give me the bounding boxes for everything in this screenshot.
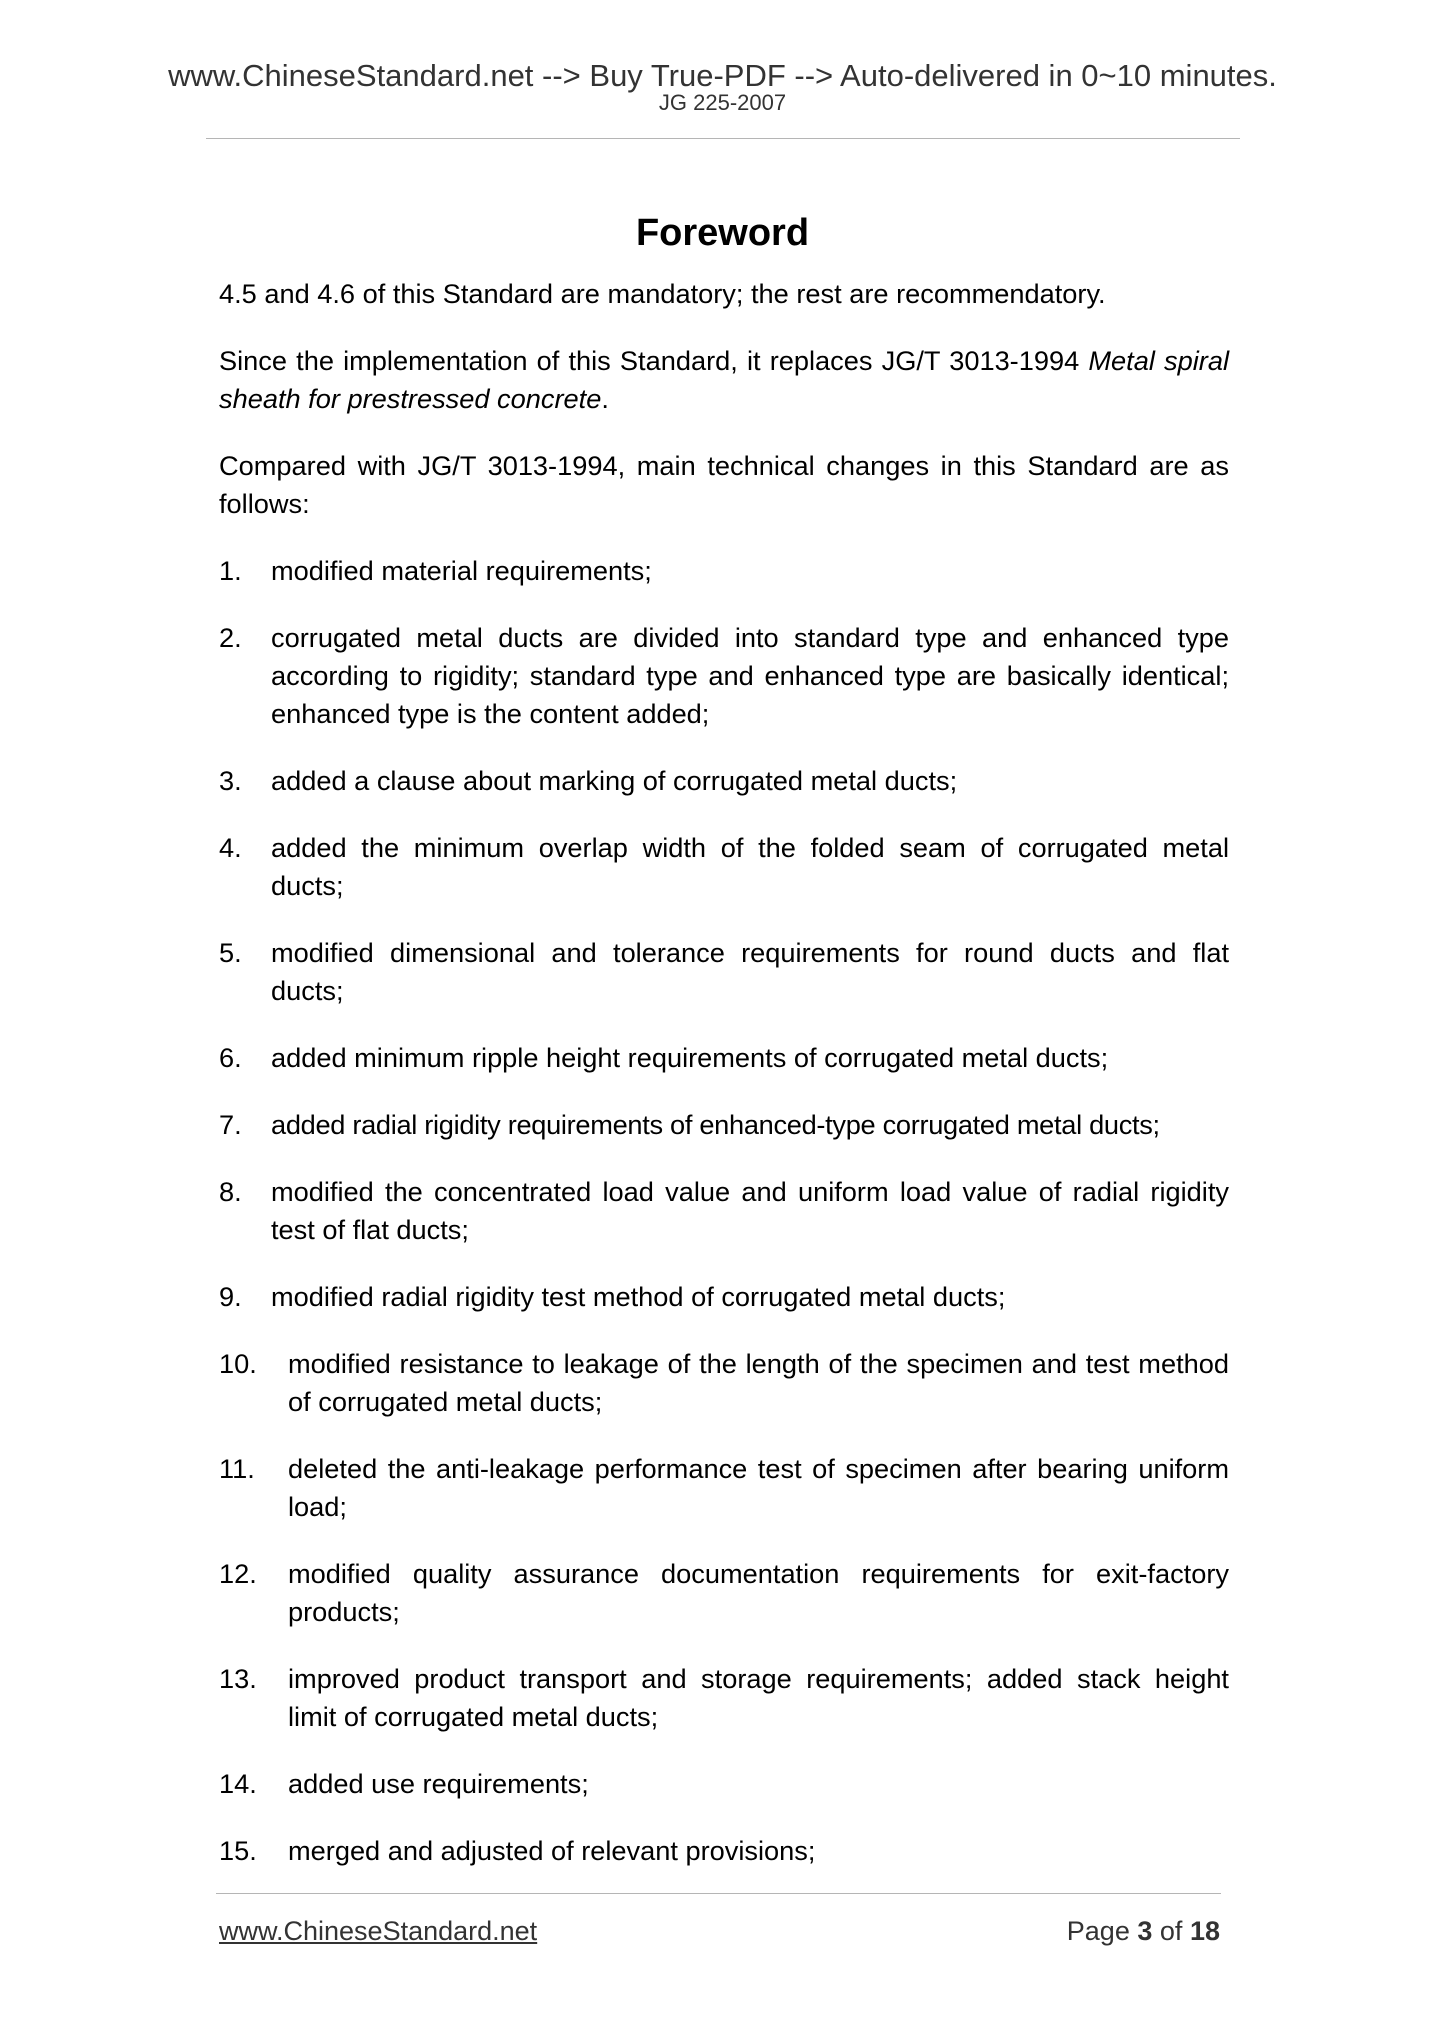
current-page-number: 3 (1137, 1916, 1153, 1946)
list-item (219, 1173, 1229, 1249)
list-item-text: modified material requirements; (271, 555, 652, 586)
list-item-number: 11. (219, 1453, 255, 1484)
changes-intro-paragraph: Compared with JG/T 3013-1994, main technical changes in this Standard are as follows: (219, 450, 1229, 519)
list-item-text: improved product transport and storage requirements; added stack height limit of corrugated metal ducts; (288, 1663, 1229, 1732)
list-item-number: 8. (219, 1176, 242, 1207)
replaced-standard-title: Metal spiral sheath for prestressed concrete (219, 345, 1229, 414)
page-title: Foreword (635, 212, 810, 255)
list-item-number: 15. (219, 1835, 257, 1866)
list-item-number: 3. (219, 765, 242, 796)
list-item-number: 14. (219, 1768, 257, 1799)
list-item-text: modified resistance to leakage of the length of the specimen and test method of corrugated metal ducts; (288, 1348, 1229, 1417)
page-label: Page (1066, 1916, 1130, 1946)
list-item-number: 12. (219, 1558, 257, 1589)
list-item (219, 1450, 1229, 1526)
list-item (219, 1106, 1229, 1144)
list-item (219, 934, 1229, 1010)
list-item-text: deleted the anti-leakage performance test of specimen after bearing uniform load; (288, 1453, 1229, 1522)
list-item-number: 9. (219, 1281, 242, 1312)
replacement-text: Since the implementation of this Standard, it replaces JG/T 3013-1994 (219, 345, 1089, 376)
list-item-text: corrugated metal ducts are divided into standard type and enhanced type according to rigidity; standard type and enhanced type are basically identical; enhanced type is the content added; (271, 622, 1229, 729)
list-item-text: modified radial rigidity test method of corrugated metal ducts; (271, 1281, 1006, 1312)
list-item (219, 762, 1229, 800)
list-item-text: added a clause about marking of corrugated metal ducts; (271, 765, 958, 796)
list-item-text: modified quality assurance documentation requirements for exit-factory products; (288, 1558, 1229, 1627)
replacement-text-end: . (601, 383, 609, 414)
total-pages-number: 18 (1189, 1916, 1220, 1946)
list-item (219, 552, 1229, 590)
list-item (219, 1765, 1229, 1803)
header-divider (206, 138, 1240, 139)
list-item-text: modified the concentrated load value and uniform load value of radial rigidity test of flat ducts; (271, 1176, 1229, 1245)
list-item (219, 1039, 1229, 1077)
list-item-number: 13. (219, 1663, 257, 1694)
list-item (219, 1832, 1229, 1870)
top-banner: www.ChineseStandard.net --> Buy True-PDF --> Auto-delivered in 0~10 minutes. (168, 58, 1277, 93)
foreword-body (219, 275, 1229, 1899)
list-item-text: added radial rigidity requirements of enhanced-type corrugated metal ducts; (271, 1109, 1160, 1140)
list-item-number: 6. (219, 1042, 242, 1073)
list-item-number: 7. (219, 1109, 242, 1140)
list-item (219, 619, 1229, 733)
replacement-paragraph (219, 342, 1229, 418)
list-item (219, 1555, 1229, 1631)
mandatory-clauses-paragraph: 4.5 and 4.6 of this Standard are mandatory; the rest are recommendatory. (219, 278, 1106, 309)
page-of-label: of (1159, 1916, 1183, 1946)
list-item (219, 1278, 1229, 1316)
footer-divider (216, 1893, 1221, 1894)
technical-changes-list (219, 552, 1229, 1870)
list-item-number: 10. (219, 1348, 257, 1379)
list-item (219, 829, 1229, 905)
list-item-number: 2. (219, 622, 242, 653)
document-code: JG 225-2007 (658, 90, 787, 115)
footer-website-link[interactable]: www.ChineseStandard.net (219, 1916, 538, 1946)
list-item-text: merged and adjusted of relevant provisions; (288, 1835, 816, 1866)
list-item-number: 5. (219, 937, 242, 968)
list-item-number: 4. (219, 832, 242, 863)
page-indicator (1067, 1915, 1220, 1947)
list-item (219, 1660, 1229, 1736)
list-item-text: added minimum ripple height requirements of corrugated metal ducts; (271, 1042, 1109, 1073)
list-item-text: added the minimum overlap width of the folded seam of corrugated metal ducts; (271, 832, 1229, 901)
list-item-text: modified dimensional and tolerance requirements for round ducts and flat ducts; (271, 937, 1229, 1006)
list-item-number: 1. (219, 555, 242, 586)
list-item (219, 1345, 1229, 1421)
list-item-text: added use requirements; (288, 1768, 589, 1799)
